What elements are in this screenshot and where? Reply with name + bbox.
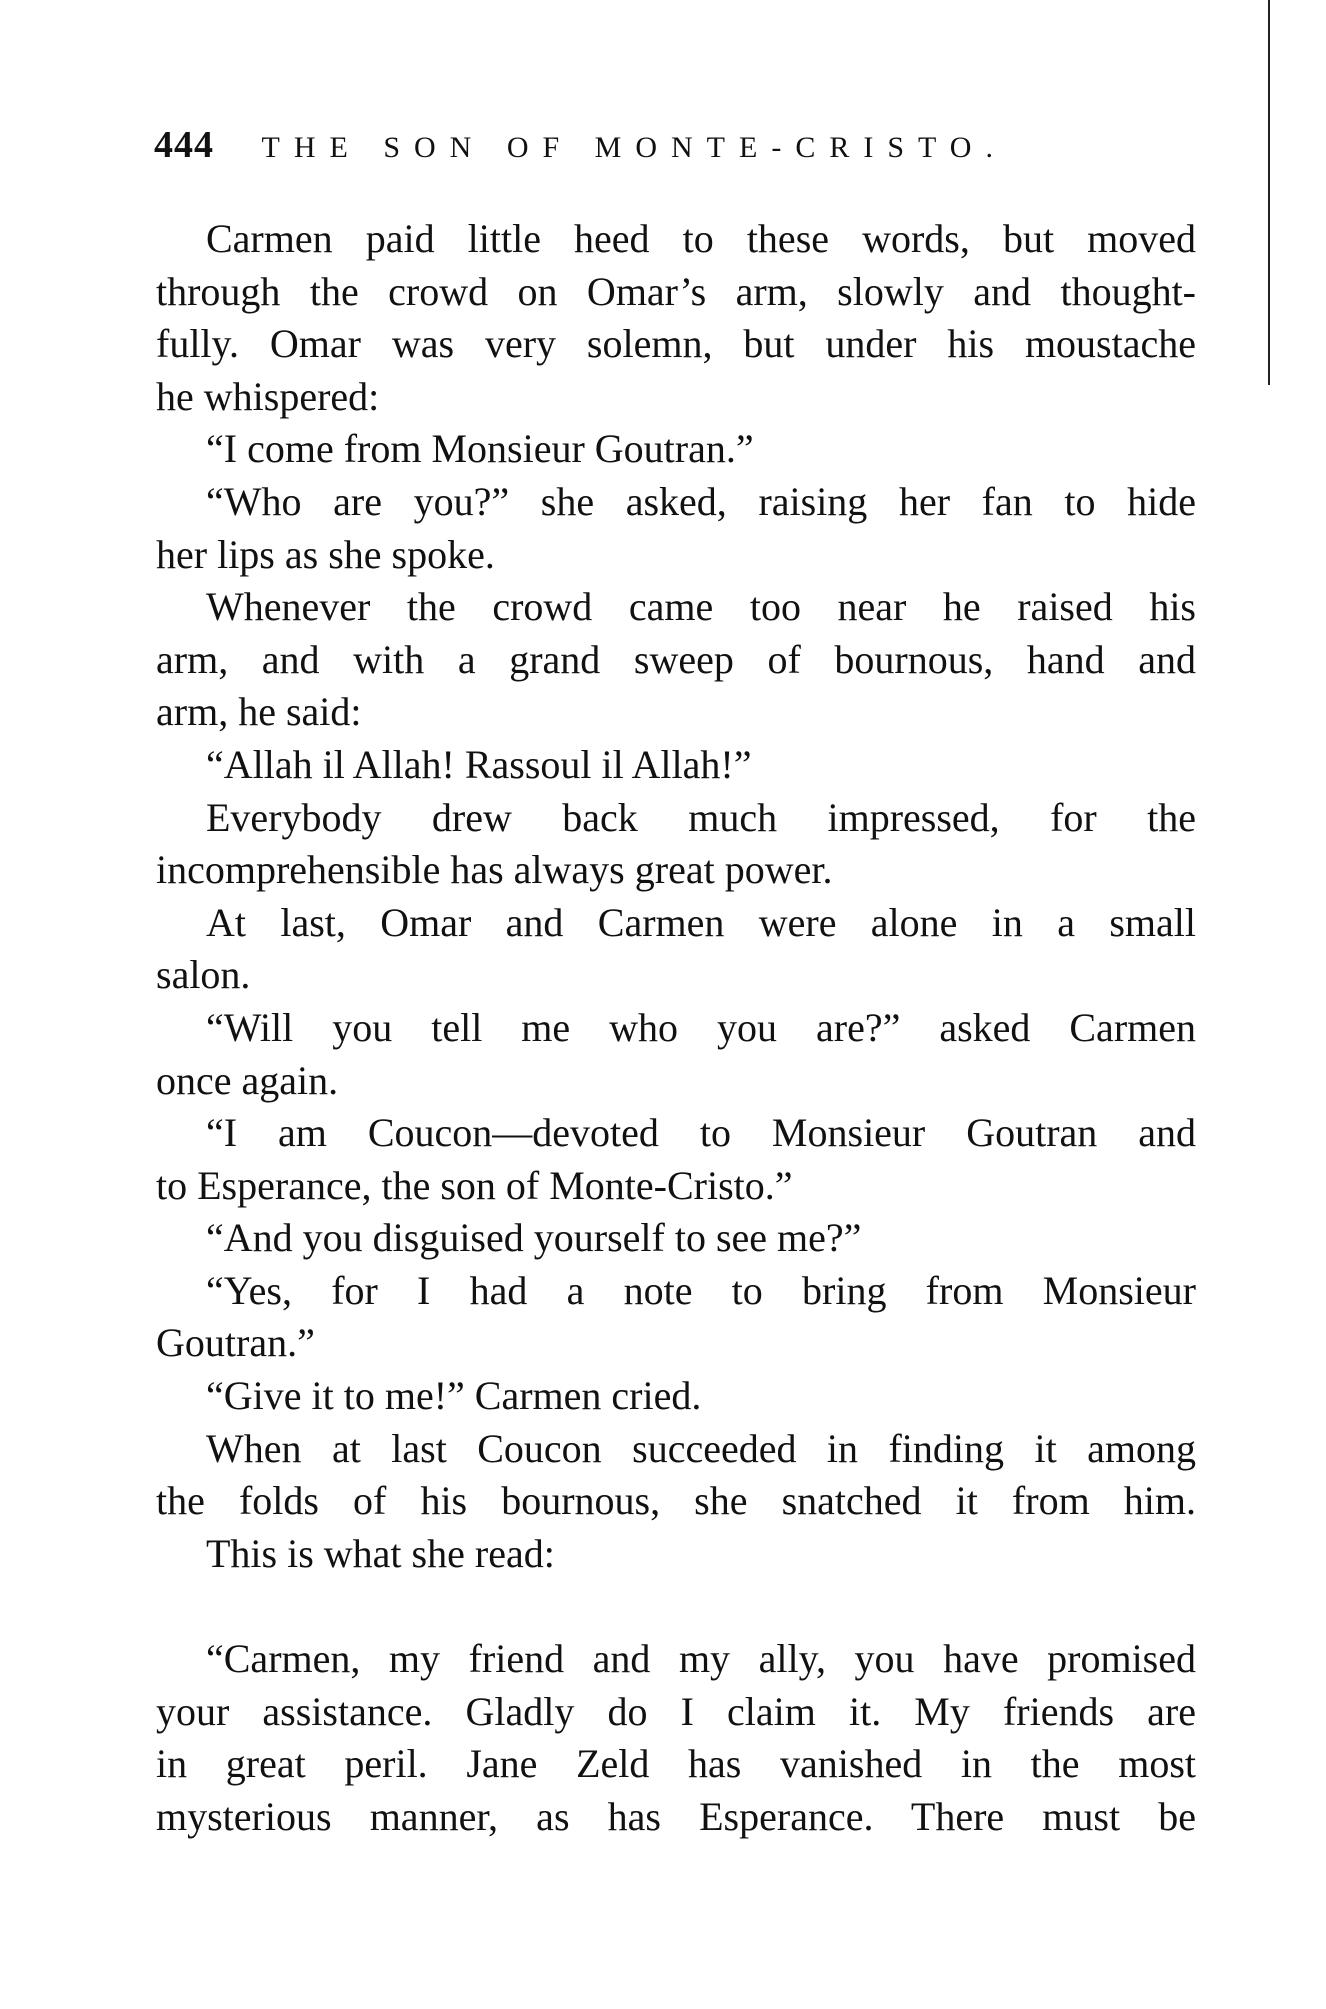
text-line: “Who are you?” she asked, raising her fan to hide (206, 478, 1196, 524)
text-line: Whenever the crowd came too near he raised his (206, 584, 1196, 630)
body-text (156, 213, 1196, 1843)
text-line: to Esperance, the son of Monte-Cristo.” (156, 1162, 793, 1208)
page-edge-line (1268, 0, 1270, 385)
text-line: fully. Omar was very solemn, but under his moustache (156, 321, 1196, 367)
text-line: “Yes, for I had a note to bring from Monsieur (206, 1267, 1196, 1313)
text-line: “I am Coucon—devoted to Monsieur Goutran and (206, 1110, 1196, 1156)
text-line: through the crowd on Omar’s arm, slowly and thought- (156, 268, 1196, 314)
text-line: “I come from Monsieur Goutran.” (206, 426, 754, 472)
text-line: salon. (156, 952, 251, 998)
letter-line: mysterious manner, as has Esperance. There must be (156, 1793, 1196, 1839)
text-line: At last, Omar and Carmen were alone in a small (206, 899, 1196, 945)
letter-line: in great peril. Jane Zeld has vanished in the most (156, 1741, 1196, 1787)
text-line: This is what she read: (206, 1530, 555, 1576)
text-line: arm, he said: (156, 689, 362, 735)
letter-line: your assistance. Gladly do I claim it. My friends are (156, 1688, 1196, 1734)
text-line: he whispered: (156, 373, 380, 419)
text-line: Goutran.” (156, 1320, 315, 1366)
text-line: Everybody drew back much impressed, for the (206, 794, 1196, 840)
text-line: When at last Coucon succeeded in finding it among (206, 1425, 1196, 1471)
running-title: THE SON OF MONTE-CRISTO. (261, 131, 1007, 164)
text-line: Carmen paid little heed to these words, but moved (206, 216, 1196, 261)
text-line: “And you disguised yourself to see me?” (206, 1215, 862, 1261)
page-header (154, 120, 1154, 170)
text-line: “Allah il Allah! Rassoul il Allah!” (206, 741, 752, 787)
paragraph-gap (156, 1580, 1196, 1633)
page-number: 444 (154, 124, 214, 166)
text-line: arm, and with a grand sweep of bournous, hand and (156, 636, 1196, 682)
text-line: incomprehensible has always great power. (156, 847, 833, 893)
text-line: the folds of his bournous, she snatched it from him. (156, 1478, 1196, 1524)
letter-line: “Carmen, my friend and my ally, you have promised (206, 1636, 1196, 1682)
text-line: her lips as she spoke. (156, 531, 495, 577)
text-line: “Give it to me!” Carmen cried. (206, 1373, 702, 1419)
text-line: once again. (156, 1057, 339, 1103)
text-line: “Will you tell me who you are?” asked Carmen (206, 1004, 1196, 1050)
